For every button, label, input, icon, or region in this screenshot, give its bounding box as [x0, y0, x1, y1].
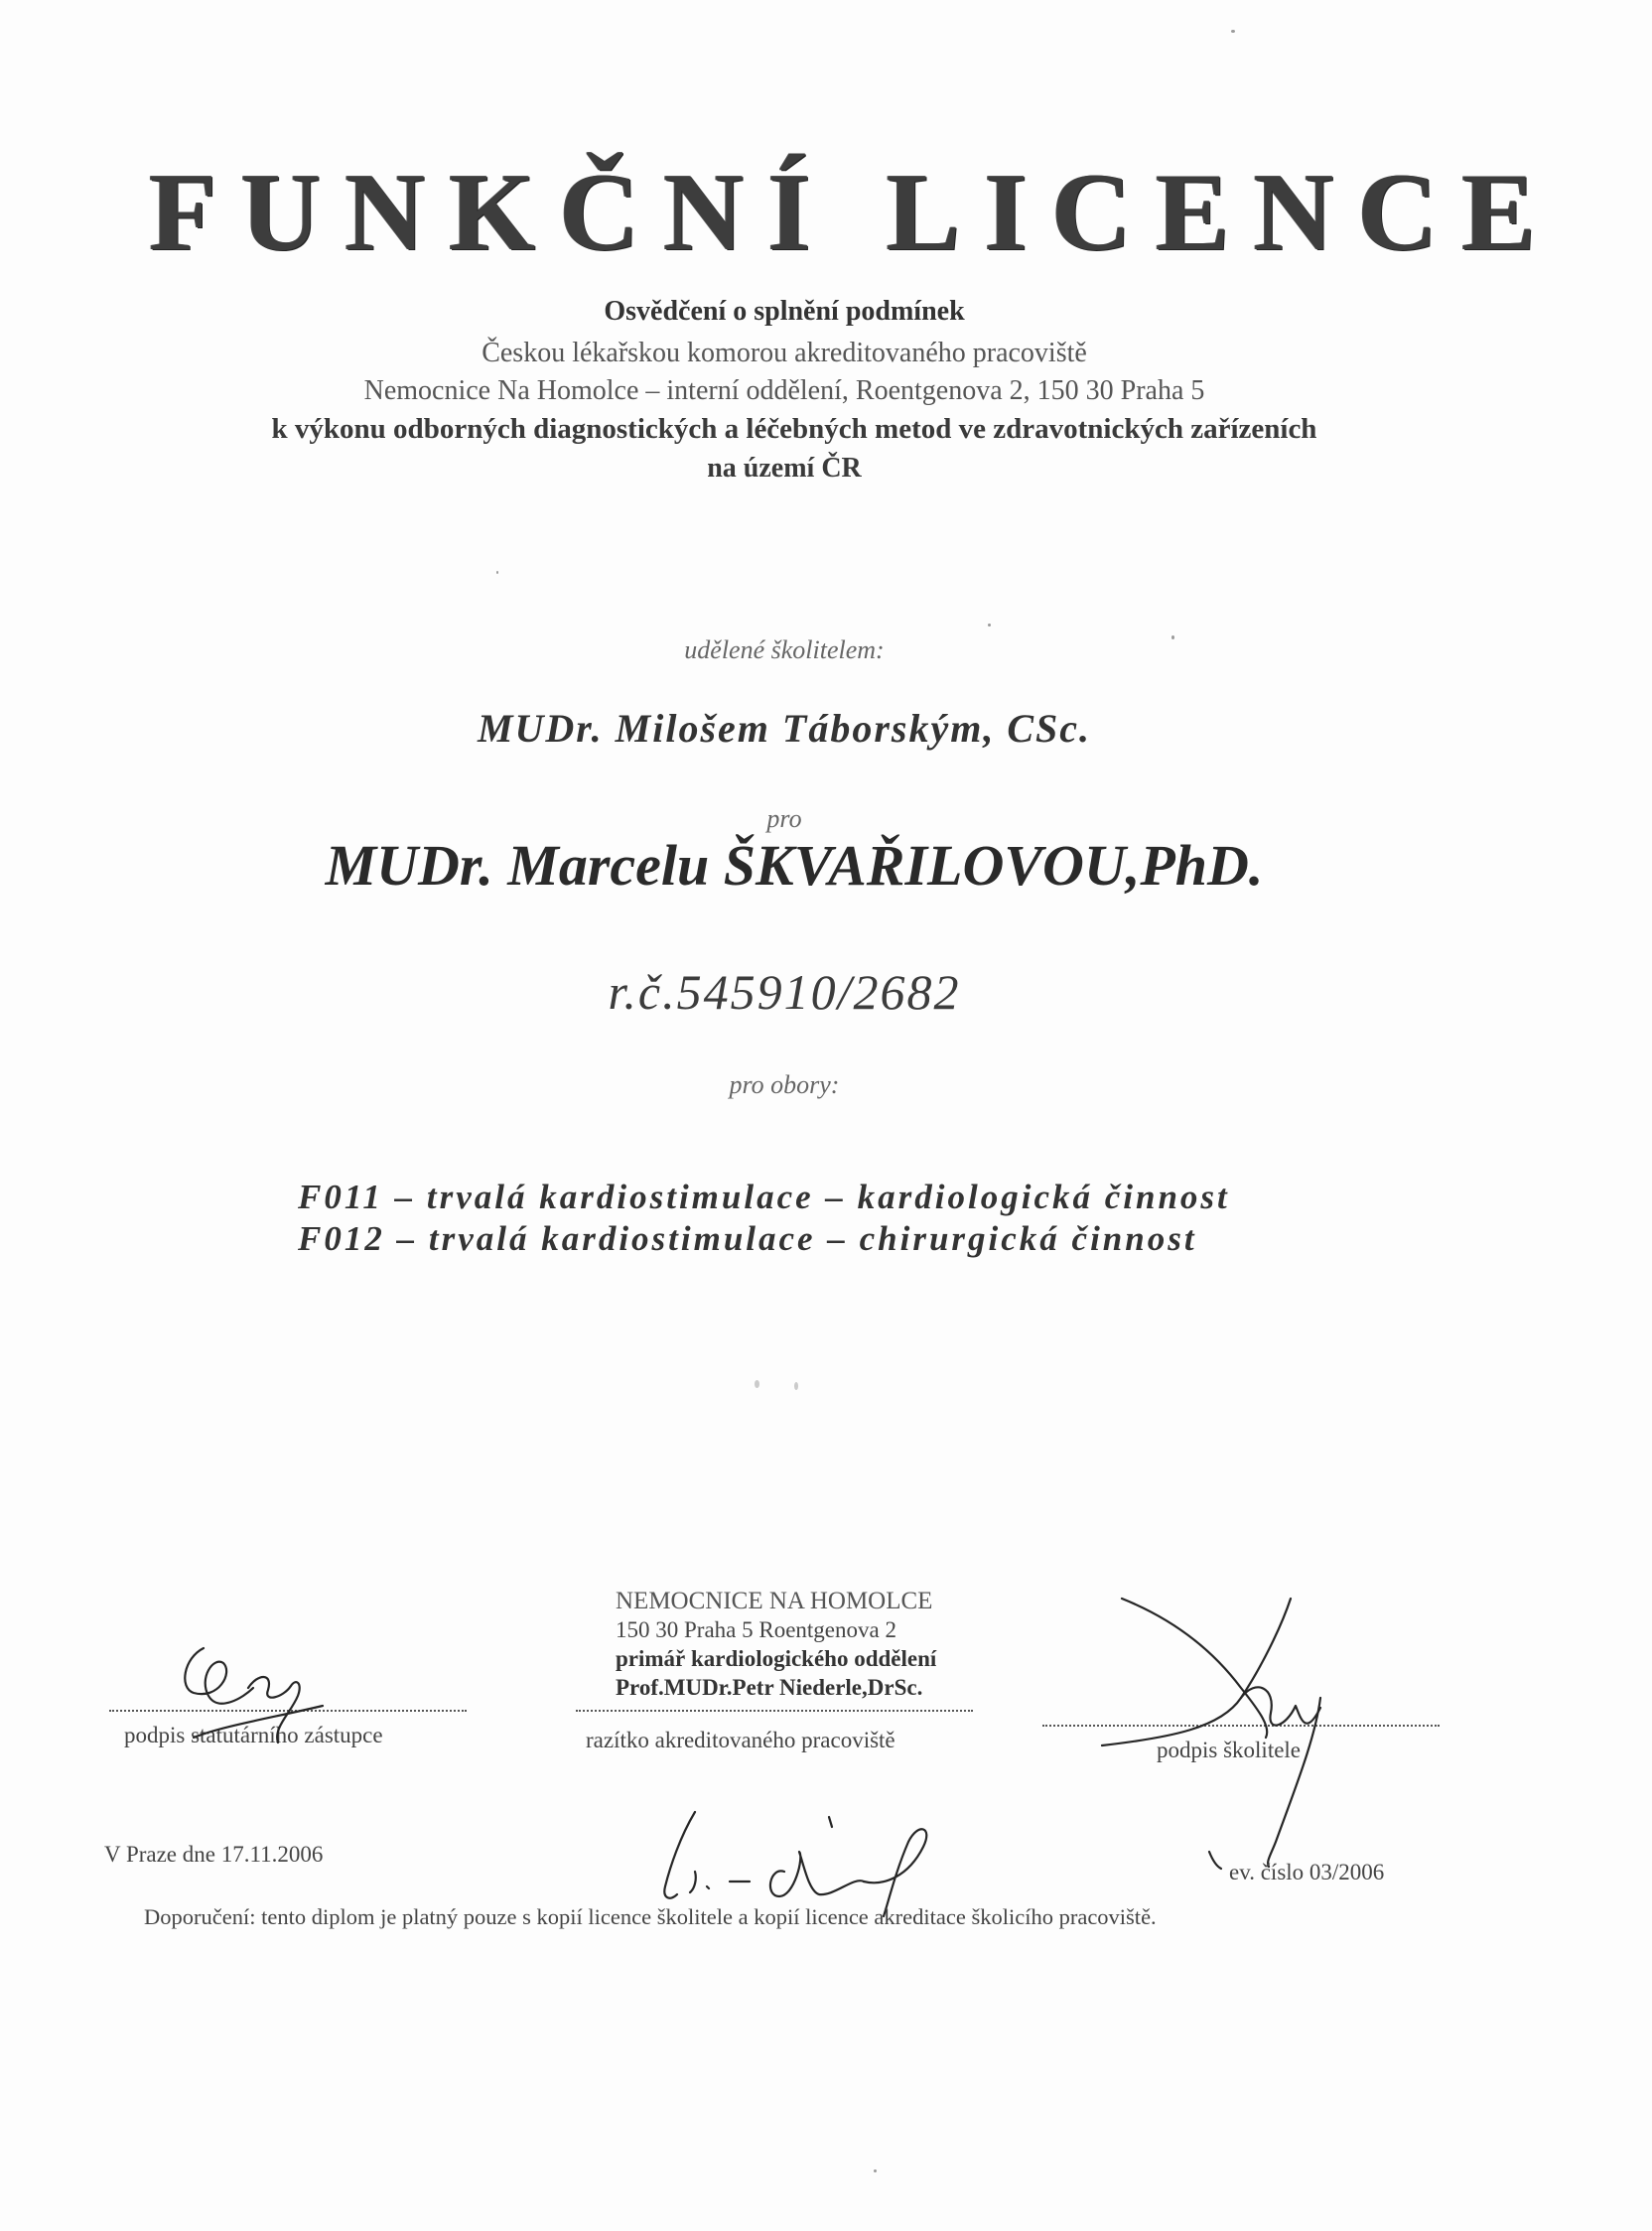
- trainer-signature-caption: podpis školitele: [1157, 1738, 1302, 1762]
- trainer-name: MUDr. Milošem Táborským, CSc.: [477, 706, 1092, 751]
- for-label: pro: [766, 804, 802, 833]
- stamp-caption: razítko akreditovaného pracoviště: [586, 1728, 895, 1752]
- fields-label: pro obory:: [729, 1070, 840, 1099]
- field-item: F012 – trvalá kardiostimulace – chirurgická činnost: [298, 1219, 1197, 1258]
- subtitle-line-3: Nemocnice Na Homolce – interní oddělení, Roentgenova 2, 150 30 Praha 5: [363, 375, 1205, 406]
- stamp-line-2: 150 30 Praha 5 Roentgenova 2: [616, 1617, 896, 1642]
- subtitle-line-2: Českou lékařskou komorou akreditovaného pracoviště: [482, 338, 1087, 368]
- stamp-line-1: NEMOCNICE NA HOMOLCE: [616, 1588, 933, 1614]
- statutory-signature: [164, 1618, 333, 1757]
- scan-speck: [1231, 30, 1235, 33]
- statutory-signature-caption: podpis statutárního zástupce: [124, 1723, 383, 1747]
- hospital-stamp: [616, 1587, 936, 1702]
- document-title: FUNKČNÍ LICENCE: [149, 151, 1560, 274]
- birth-number: r.č.545910/2682: [608, 964, 961, 1020]
- scan-speck: [988, 624, 991, 627]
- place-and-date: V Praze dne 17.11.2006: [104, 1842, 324, 1867]
- holder-name: MUDr. Marcelu ŠKVAŘILOVOU,PhD.: [325, 833, 1264, 898]
- scan-speck: [496, 571, 498, 574]
- stamp-line-4: Prof.MUDr.Petr Niederle,DrSc.: [616, 1675, 923, 1700]
- trainer-signature: [1092, 1589, 1449, 1886]
- signature-line-middle: [576, 1710, 973, 1712]
- subtitle-line-5: na území ČR: [707, 453, 862, 484]
- subtitle-line-1: Osvědčení o splnění podmínek: [604, 296, 965, 327]
- scan-speck: [794, 1382, 798, 1390]
- scan-speck: [1171, 635, 1174, 639]
- scan-speck: [874, 2169, 877, 2172]
- granted-by-label: udělené školitelem:: [684, 635, 885, 664]
- recommendation-note: Doporučení: tento diplom je platný pouze s kopií licence školitele a kopií licence akreditace školicího pracoviště.: [144, 1904, 1157, 1929]
- subtitle-line-4: k výkonu odborných diagnostických a léčebných metod ve zdravotnických zařízeních: [271, 413, 1317, 445]
- evidence-number: ev. číslo 03/2006: [1229, 1860, 1385, 1884]
- scan-speck: [755, 1380, 759, 1388]
- field-item: F011 – trvalá kardiostimulace – kardiologická činnost: [298, 1178, 1230, 1216]
- stamp-line-3: primář kardiologického oddělení: [616, 1646, 937, 1671]
